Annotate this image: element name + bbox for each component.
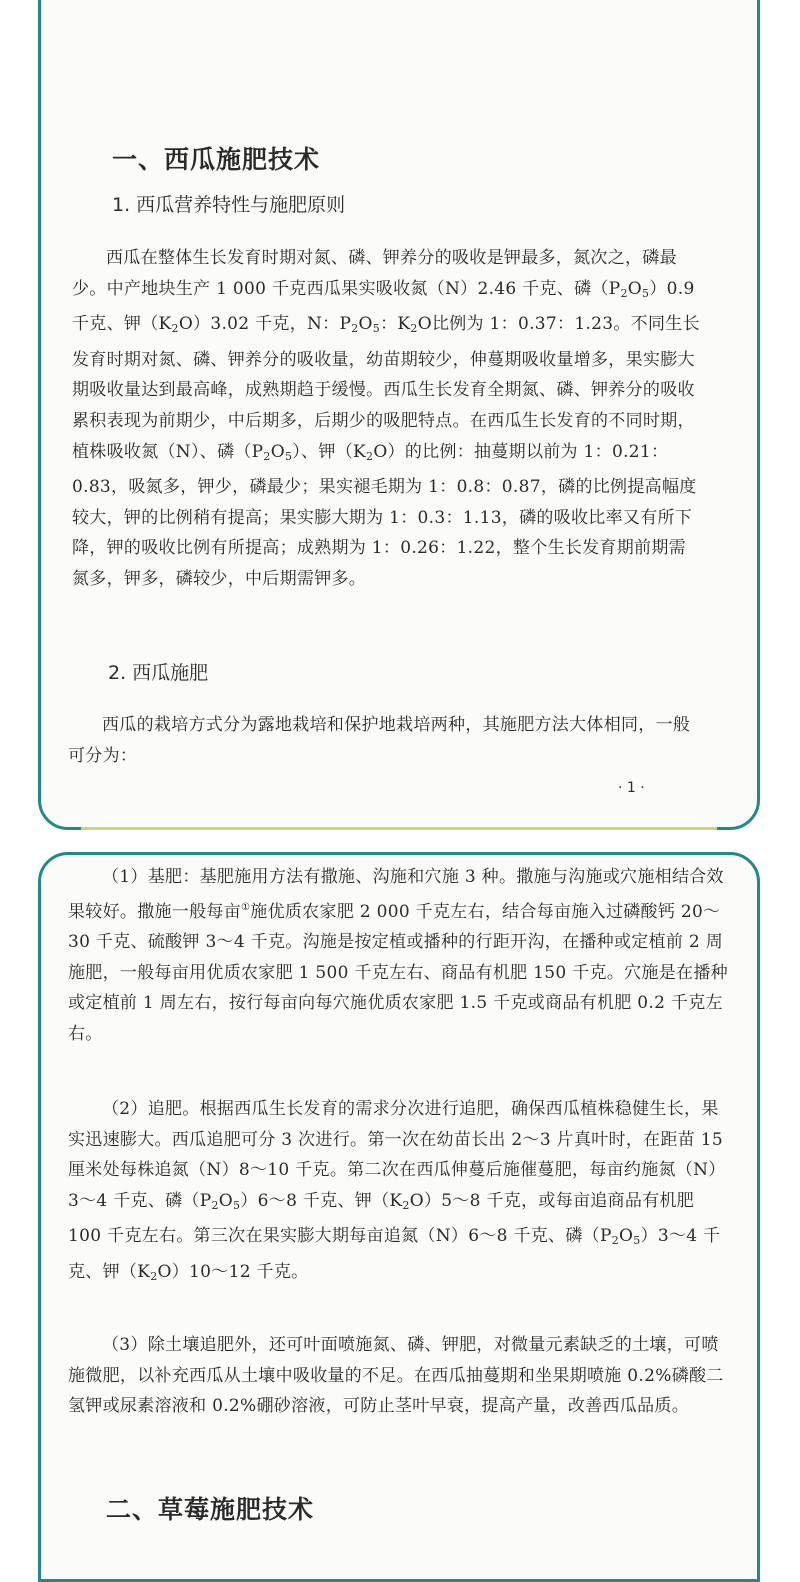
page-number: · 1 · [618,780,645,796]
card-accent-line [81,827,717,830]
paragraph-foliar-spray: （3）除土壤追肥外，还可叶面喷施氮、磷、钾肥，对微量元素缺乏的土壤，可喷施微肥，以补充西瓜从土壤中吸收量的不足。在西瓜抽蔓期和坐果期喷施 0.2%磷酸二氢钾或尿素溶液和 0.2%硼砂溶液，可防止茎叶早衰，提高产量，改善西瓜品质。 [68,1335,724,1417]
paragraph-top-dressing: （2）追肥。根据西瓜生长发育的需求分次进行追肥，确保西瓜植株稳健生长，果实迅速膨大。西瓜追肥可分 3 次进行。第一次在幼苗长出 2～3 片真叶时，在距苗 15 厘米处每株追氮（N）8～10 千克。第二次在西瓜伸蔓后施催蔓肥，每亩约施氮（N）3～4 千克、磷$(P_2O_5)6\sim 8$ 千克、钾$(K_2O)5\sim 8$ 千克，或每亩追商品有机肥 100 千克左右。第三次在果实膨大期每亩追氮（N）6～8 千克、磷$(P_2O_5)3\sim 4$ 千克、钾$(K_2O)10\sim 12$ 千克。 [68,1099,726,1283]
paragraph-nutrition: 西瓜在整体生长发育时期对氮、磷、钾养分的吸收是钾最多，氮次之，磷最少。中产地块生产 1 000 千克西瓜果实吸收氮（N）2.46 千克、磷$(P_2O_5)0.9$ 千克、钾$(K_2O)3.02$ 千克，N：$P_2O_5$：$K_2O$比例为 1：0.37：1.23。不同生长发育时期对氮、磷、钾养分的吸收量，幼苗期较少，伸蔓期吸收量增多，果实膨大期吸收量达到最高峰，成熟期趋于缓慢。西瓜生长发育全期氮、磷、钾养分的吸收累积表现为前期少，中后期多，后期少的吸肥特点。在西瓜生长发育的不同时期，植株吸收氮（N）、磷$(P_2O_5)$、钾$(K_2O)$的比例：抽蔓期以前为 1：0.21：0.83，吸氮多，钾少，磷最少；果实褪毛期为 1：0.8：0.87，磷的比例提高幅度较大，钾的比例稍有提高；果实膨大期为 1：0.3：1.13，磷的吸收比率又有所下降，钾的吸收比例有所提高；成熟期为 1：0.26：1.22，整个生长发育期前期需氮多，钾多，磷较少，中后期需钾多。 [72,248,700,589]
subheading-nutrition: 1. 西瓜营养特性与施肥原则 [112,194,346,216]
section-heading-strawberry: 二、草莓施肥技术 [106,1495,315,1524]
section-heading-watermelon: 一、西瓜施肥技术 [112,145,321,174]
paragraph-base-fertilizer: （1）基肥：基肥施用方法有撒施、沟施和穴施 3 种。撒施与沟施或穴施相结合效果较好。撒施一般每亩①施优质农家肥 2 000 千克左右，结合每亩施入过磷酸钙 20～30 千克、硫酸钾 3～4 千克。沟施是按定植或播种的行距开沟，在播种或定植前 2 周施肥，一般每亩用优质农家肥 1 500 千克左右、商品有机肥 150 千克。穴施是在播种或定植前 1 周左右，按行每亩向每穴施优质农家肥 1.5 千克或商品有机肥 0.2 千克左右。 [68,867,728,1044]
paragraph-cultivation: 西瓜的栽培方式分为露地栽培和保护地栽培两种，其施肥方法大体相同，一般可分为： [68,715,691,766]
subheading-fertilizing: 2. 西瓜施肥 [108,662,209,684]
